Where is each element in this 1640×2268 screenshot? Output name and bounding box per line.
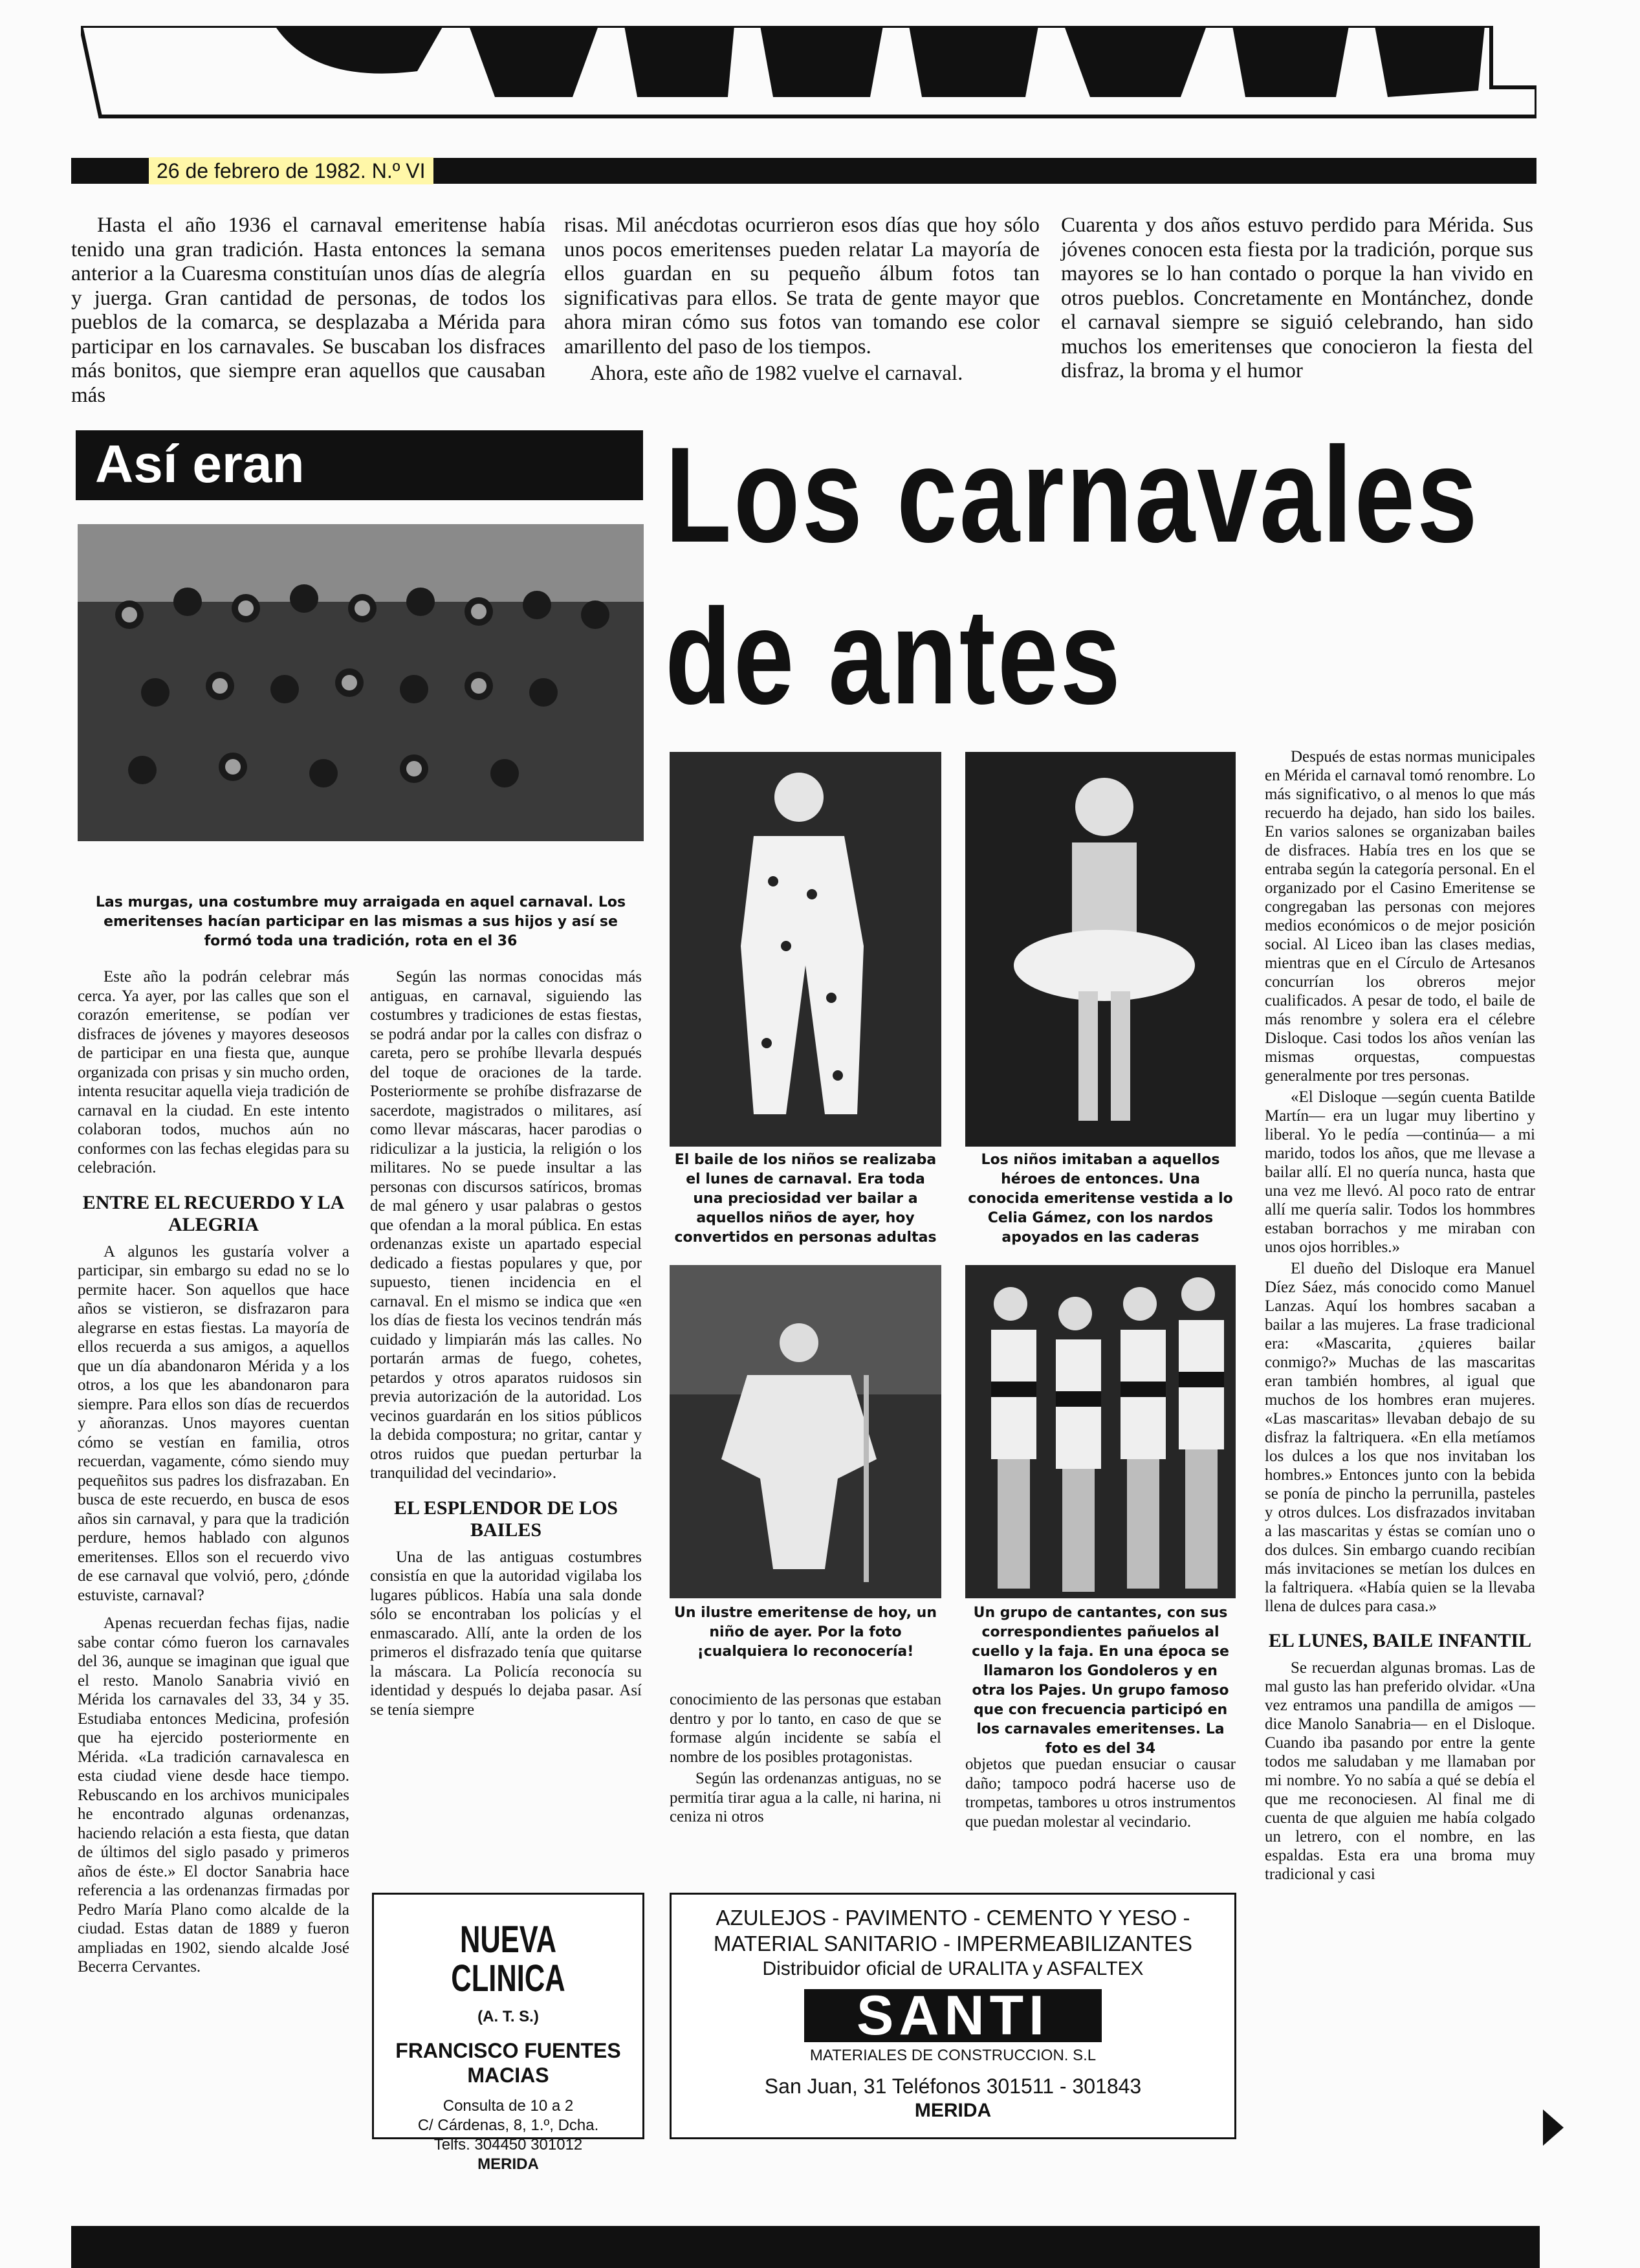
caption-murgas: Las murgas, una costumbre muy arraigada en aquel carnaval. Los emeritenses hacían participar en las mismas a sus hijos y así se formó toda una tradición, rota en el 36 xyxy=(95,894,626,949)
body-column-3: conocimiento de las personas que estaban dentro y por lo tanto, en caso de que se formase algún incidente se sabía el nombre de los posibles protagonistas. Según las ordenanzas antiguas, no se permitía tirar agua a la calle, ni harina, ni ceniza ni otros xyxy=(670,1691,941,1825)
intro-column-2: risas. Mil anécdotas ocurrieron esos días que hoy sólo unos pocos emeritenses pueden relatar La mayoría de ellos guardan en su pequeño álbum fotos tan significativas para ellos. Se trata de gente mayor que ahora miran cómo sus fotos van tomando ese color amarillento del paso de los tiempos. Ahora, este año de 1982 vuelve el carnaval. xyxy=(564,214,1040,385)
intro-column-1: Hasta el año 1936 el carnaval emeritense había tenido una gran tradición. Hasta entonces la semana anterior a la Cuaresma constituían unos días de alegría y juerga. Gran cantidad de personas, de todos los pueblos de la comarca, se desplazaba a Mérida para participar en los carnavales. Se buscaban los disfraces más bonitos, que siempre eran aquellos que causaban más xyxy=(71,214,545,407)
caption-ilustre-block xyxy=(670,1603,941,1662)
caption-baile: El baile de los niños se realizaba el lunes de carnaval. Era toda una preciosidad ver bailar a aquellos niños de ayer, hoy convertidos en personas adultas xyxy=(674,1152,937,1246)
continue-arrow-icon xyxy=(1543,2109,1564,2146)
intro-column-3: Cuarenta y dos años estuvo perdido para Mérida. Sus jóvenes conocen esta fiesta por la tradición, porque sus mayores se lo han contado o porque la han vivido en otros pueblos. Concretamente en Montánchez, donde el carnaval siempre se siguió celebrando, han sido muchos los emeritenses que conocieron la fiesta del disfraz, la broma y el humor xyxy=(1061,214,1533,382)
caption-cantantes-block xyxy=(965,1603,1236,1759)
body-column-4: objetos que puedan ensuciar o causar daño; tampoco podrá hacerse uso de trompetas, tambores u otros instrumentos que puedan molestar al vecindario. xyxy=(965,1756,1236,1831)
subhead-recuerdo: ENTRE EL RECUERDO Y LA ALEGRIA xyxy=(82,1191,345,1235)
caption-murgas-block xyxy=(78,893,644,951)
subhead-lunes: EL LUNES, BAILE INFANTIL xyxy=(1268,1630,1532,1651)
photo-grupo-cantantes xyxy=(965,1265,1236,1598)
photo-ninos-heroes xyxy=(965,752,1236,1147)
ad-nueva-clinica: NUEVA CLINICA (A. T. S.) FRANCISCO FUENTES MACIAS Consulta de 10 a 2 C/ Cárdenas, 8, 1.º, Dcha. Telfs. 304450 301012 MERIDA xyxy=(372,1893,644,2139)
issue-date: 26 de febrero de 1982. N.º VI xyxy=(149,157,433,184)
section-kicker: Así eran xyxy=(76,430,643,500)
caption-baile-block xyxy=(670,1151,941,1248)
photo-baile-ninos xyxy=(670,752,941,1147)
photo-ilustre-emeritense xyxy=(670,1265,941,1598)
subhead-esplendor: EL ESPLENDOR DE LOS BAILES xyxy=(394,1497,618,1541)
body-column-2: Según las normas conocidas más antiguas, en carnaval, siguiendo las costumbres y tradiciones de estas fiestas, se podrá andar por la calles con disfraz o careta, pero se prohíbe llevarla después del toque de oraciones de la tarde. Posteriormente se prohíbe disfrazarse de sacerdote, magistrados o militares, así como llevar máscaras, hacer parodias o ridiculizar a la justicia, la religión o los militares. No se puede insultar a las personas con discursos satíricos, bromas de mal género y usar palabras o gestos que ofendan a la moral pública. En estas ordenanzas existe un apartado especial dedicado a fiestas populares y que, por supuesto, tienen incidencia en el carnaval. En el mismo se indica que «en los días de fiesta los vecinos tendrán más cuidado y limpiarán más las calles. No portarán armas de fuego, cohetes, petardos y otros aparatos ruidosos sin previa autorización de la autoridad. Los vecinos guardarán en los sitios públicos la debida compostura; no gritar, cantar y otros ruidos que puedan perturbar la tranquilidad del vecindario». EL ESPLENDOR DE LOS BAILES Una de las antiguas costumbres consistía en que la autoridad vigilaba los lugares públicos. Había una sala donde sólo se encontraban los policías y el enmascarado. Allí, ante la orden de los primeros el disfrazado tenía que quitarse la máscara. La Policía reconocía su identidad y después lo dejaba pasar. Así se tenía siempre xyxy=(370,968,642,1719)
caption-ilustre: Un ilustre emeritense de hoy, un niño de ayer. Por la foto ¡cualquiera lo reconocería! xyxy=(674,1605,937,1660)
ad-clinica-name: NUEVA CLINICA xyxy=(451,1919,565,1999)
caption-heroes: Los niños imitaban a aquellos héroes de entonces. Una conocida emeritense vestida a lo Celia Gámez, con los nardos apoyados en las caderas xyxy=(968,1152,1233,1246)
bottom-band xyxy=(71,2226,1540,2268)
headline: Los carnavales de antes xyxy=(665,419,1480,732)
ad-santi: AZULEJOS - PAVIMENTO - CEMENTO Y YESO - MATERIAL SANITARIO - IMPERMEABILIZANTES Distribuidor oficial de URALITA y ASFALTEX SANTI MATERIALES DE CONSTRUCCION. S.L San Juan, 31 Teléfonos 301511 - 301843 MERIDA xyxy=(670,1893,1236,2139)
caption-heroes-block xyxy=(965,1151,1236,1248)
photo-murgas xyxy=(78,524,644,841)
body-column-5: Después de estas normas municipales en Mérida el carnaval tomó renombre. Lo más significativo, o al menos lo que más recuerdo ha dejado, han sido los bailes. En varios salones se organizaban bailes de disfraces. Había tres en los que se entraba según la categoría personal. En el organizado por el Casino Emeritense se congregaban las personas con mejores medios económicos o de mejor posición social. Al Liceo iban las clases medias, mientras que en el Círculo de Artesanos concurrían los obreros mejor cualificados. A pesar de todo, el baile de más renombre y solera era el célebre Disloque. Casi todos los años venían las mismas orquestas, compuestas generalmente por tres personas. «El Disloque —según cuenta Batilde Martín— era un lugar muy libertino y liberal. Yo le pedía —continúa— a mi marido, todos los años, que me llevase a bailar allí. El no quería nunca, hasta que una vez me llevó. Al poco rato de entrar allí me quería salir. Todos los hommbres estaban borrachos y me miraban con unos ojos horribles.» El dueño del Disloque era Manuel Díez Sáez, más conocido como Manuel Lanzas. Aquí los hombres sacaban a bailar a las mujeres. La frase tradicional era: «Mascarita, ¿quieres bailar conmigo?» Muchas de las mascaritas eran también hombres, al igual que muchos de los hombres eran mujeres. «Las mascaritas» llevaban debajo de su disfraz la faltriquera. «En ella metíamos los dulces a los que nos invitaban los hombres.» Entonces junto con la bebida se ponía de pincho la perrunilla, pasteles y otros dulces. Los disfrazados invitaban a las mascaritas y éstas se comían uno o dos dulces. Sin embargo cuando recibían más invitaciones se metían los dulces en la faltriquera. «Había quien se la llevaba llena de dulces para casa.» EL LUNES, BAILE INFANTIL Se recuerdan algunas bromas. Las de mal gusto las han preferido olvidar. «Una vez entramos una pandilla de amigos —dice Manolo Sanabria— en el Disloque. Cuando iba pasando por entre la gente todos me saludaban y me llamaban por mi nombre. Yo no sabía a qué se debía el que me reconociesen. Al final me di cuenta de que alguien me había colgado un letrero, con el nombre, en las espaldas. Esta era una broma muy tradicional y casi xyxy=(1265,748,1535,1883)
body-column-1: Este año la podrán celebrar más cerca. Ya ayer, por las calles que son el corazón emeritense, se podían ver disfraces de jóvenes y mayores deseosos de participar en una fiesta que, aunque organizada con prisas y sin mucho orden, intenta resucitar aquella vieja tradición de carnaval en la ciudad. En este intento colaboran todos, muchos aún no conformes con las fechas elegidas para su celebración. ENTRE EL RECUERDO Y LA ALEGRIA A algunos les gustaría volver a participar, sin embargo su edad no se lo permite hacer. Son aquellos que hace años se vistieron, se disfrazaron para alegrarse en estas fiestas. La mayoría de ellos recuerda a sus amigos, a aquellos que un día abandonaron Mérida y a los otros, a los que les abandonaron para siempre. Para ellos son días de recuerdos y añoranzas. Unos mayores cuentan cómo se vestían en familia, otros recuerdan, vagamente, cómo siendo muy pequeñitos sus padres los disfrazaban. En busca de este recuerdo, en busca de esos años sin carnaval, y para que la tradición perdure, hemos hablado con algunos emeritenses. Ellos son el recuerdo vivo de ese carnaval que volvió, pero, ¿dónde estuviste, carnaval? Apenas recuerdan fechas fijas, nadie sabe contar cómo fueron los carnavales del 36, aunque se imaginan que igual que el resto. Manolo Sanabria vivió en Mérida los carnavales del 33, 34 y 35. Estudiaba entonces Medicina, profesión que ha ejercido posteriormente en Mérida. «La tradición carnavalesca en esta ciudad viene desde hace tiempo. Rebuscando en los archivos municipales he encontrado algunas ordenanzas, haciendo relación a esta fiesta, que datan de últimos del siglo pasado y primeros años de éste.» El doctor Sanabria hace referencia a las ordenanzas firmadas por Pedro María Plano como alcalde de la ciudad. Estas datan de 1889 y fueron ampliadas en 1902, siendo alcalde José Becerra Cervantes. xyxy=(78,968,349,1976)
santi-logo: SANTI xyxy=(804,1989,1102,2042)
caption-cantantes: Un grupo de cantantes, con sus correspondientes pañuelos al cuello y la faja. En una época se llamaron los Gondoleros y en otra los Pajes. Un grupo famoso que con frecuencia participó en los carnavales emeritenses. La foto es del 34 xyxy=(972,1605,1229,1757)
masthead-graphic xyxy=(81,26,1536,123)
